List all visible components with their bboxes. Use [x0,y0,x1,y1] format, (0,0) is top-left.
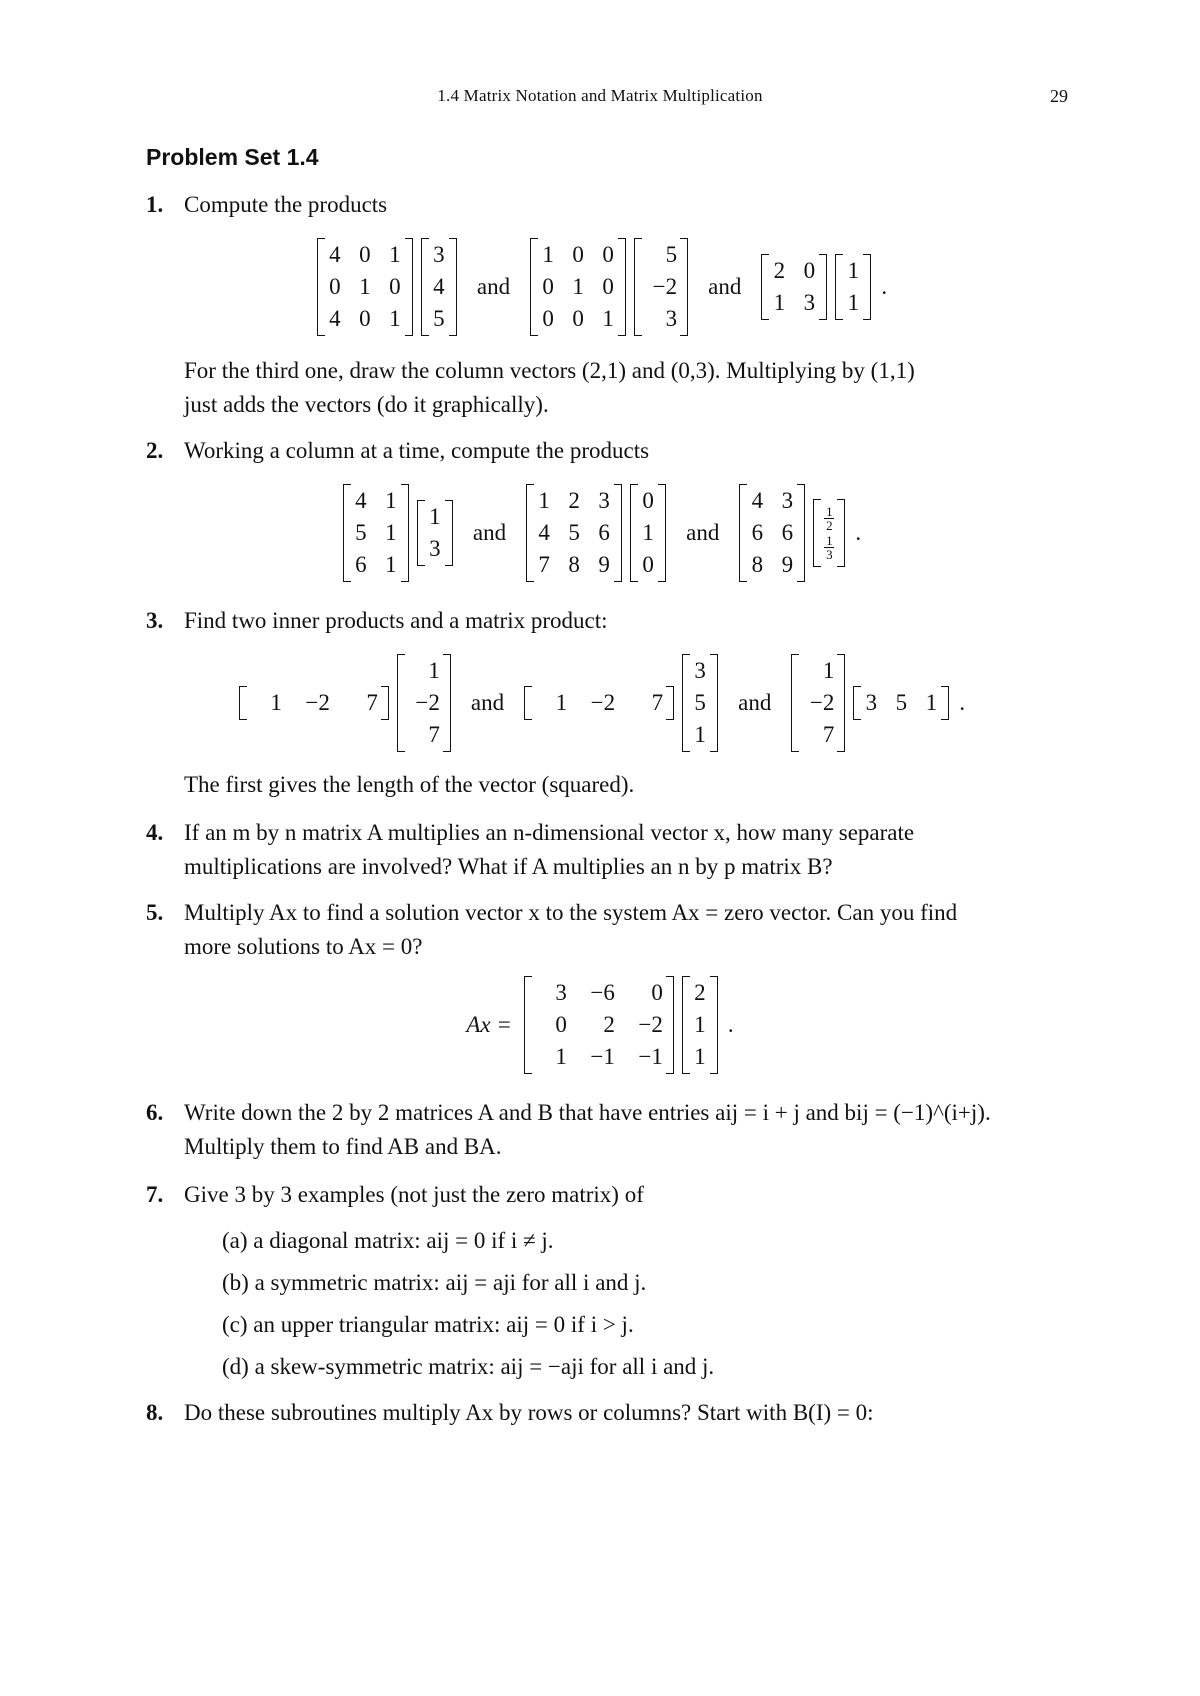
left-bracket [634,238,642,336]
left-bracket [853,686,861,720]
matrix-entry: 0 [555,1012,567,1037]
matrix-entry: 2 [694,980,706,1005]
left-bracket [317,238,325,336]
matrix-entry: 7 [428,722,440,747]
matrix-entry: 6 [598,520,610,545]
matrix-entry: 7 [822,722,835,747]
left-bracket [791,654,799,752]
conjunction: and [472,520,507,545]
matrix-entry: 1 [694,722,706,747]
problem-number: 6. [146,1100,164,1125]
left-bracket [343,484,351,582]
vector [397,654,451,752]
left-bracket [813,499,821,567]
vector [421,238,457,336]
right-bracket [666,686,674,720]
matrix-entry: 1 [847,290,860,315]
vector [682,654,718,752]
matrix-entry: 1 [270,690,282,715]
left-bracket [530,238,538,336]
right-bracket [445,500,453,566]
problem-text: Compute the products [184,192,388,217]
matrix-entry: 0 [329,274,341,299]
problem-text-line-2: Multiply them to find AB and BA. [184,1134,502,1159]
problem-text-line-2: multiplications are involved? What if A multiplies an n by p matrix B? [184,854,833,879]
matrix-entry: 1 [694,1012,706,1037]
matrix-entry: 1 [385,520,397,545]
left-bracket [417,500,425,566]
matrix-entry: 2 [773,258,786,283]
matrix-entry: 6 [751,520,764,545]
matrix-entry: 4 [329,306,341,331]
header-title: 1.4 Matrix Notation and Matrix Multiplication [437,86,763,105]
matrix-entry: 5 [568,520,580,545]
right-bracket [680,238,688,336]
right-bracket [658,484,666,582]
matrix-entry: 0 [542,306,554,331]
matrix-entry: 5 [665,242,678,267]
problem-3-note: The first gives the length of the vector (squared). [184,772,635,797]
problem-number: 3. [146,608,164,633]
fraction-entry [824,505,834,532]
matrix-entry: −2 [652,274,678,299]
matrix-entry: 0 [359,306,371,331]
left-bracket [397,654,405,752]
matrix [739,484,805,582]
matrix-entry: 1 [694,1044,706,1069]
running-header [0,86,1200,110]
matrix-entry: 9 [781,552,794,577]
subitem-b: (b) a symmetric matrix: aij = aji for all i and j. [222,1270,647,1295]
matrix-entry: 7 [538,552,550,577]
matrix-entry: 3 [865,690,878,715]
problem-text: Find two inner products and a matrix product: [184,608,608,633]
subitem-c: (c) an upper triangular matrix: aij = 0 if i > j. [222,1312,634,1337]
matrix-entry: 1 [389,306,401,331]
vector [791,654,845,752]
matrix-entry: 1 [847,258,860,283]
matrix-entry: 2 [603,1012,615,1037]
matrix-entry: 8 [568,552,580,577]
left-bracket [682,976,690,1074]
denominator: 3 [826,547,833,562]
problem-number: 1. [146,192,164,217]
problem-text-line-1: If an m by n matrix A multiplies an n-dimensional vector x, how many separate [184,820,915,845]
matrix-entry: 1 [538,488,550,513]
problem-text: Give 3 by 3 examples (not just the zero matrix) of [184,1182,644,1207]
matrix-entry: 1 [542,242,554,267]
period: . [959,690,966,715]
matrix-entry: 5 [355,520,367,545]
left-bracket [239,686,247,720]
left-bracket [682,654,690,752]
problem-text: Working a column at a time, compute the products [184,438,650,463]
right-bracket [819,254,827,320]
matrix-entry: −2 [638,1012,663,1037]
left-bracket [524,976,532,1074]
right-bracket [405,238,413,336]
problem-1-note-line-1: For the third one, draw the column vectors (2,1) and (0,3). Multiplying by (1,1) [184,358,915,383]
matrix-entry: 0 [572,306,584,331]
matrix [530,238,626,336]
matrix-entry: 3 [694,658,706,683]
matrix-entry: 0 [642,488,654,513]
vector [630,484,666,582]
matrix-entry: 1 [389,242,401,267]
matrix-entry: 5 [895,690,908,715]
matrix-entry: −2 [305,690,330,715]
matrix-entry: −1 [638,1044,663,1069]
problem-number: 8. [146,1400,164,1425]
matrix-entry: 3 [803,290,816,315]
matrix-entry: 0 [602,274,614,299]
matrix-entry: 0 [542,274,554,299]
matrix-entry: 0 [642,552,654,577]
matrix-entry: 3 [665,306,678,331]
matrix-entry: −2 [590,690,616,715]
matrix [343,484,409,582]
matrix-entry: 9 [598,552,610,577]
left-bracket [739,484,747,582]
subitem-d: (d) a skew-symmetric matrix: aij = −aji for all i and j. [222,1354,715,1379]
matrix-entry: 0 [389,274,401,299]
right-bracket [941,686,949,720]
matrix-entry: −2 [415,690,440,715]
left-bracket [630,484,638,582]
right-bracket [618,238,626,336]
matrix-entry: 0 [359,242,371,267]
matrix-entry: 1 [429,504,441,529]
equation-row-5 [0,976,1200,1074]
problem-text-line-1: Write down the 2 by 2 matrices A and B that have entries aij = i + j and bij = (−1)^(i+j). [184,1100,991,1125]
matrix-entry: −1 [590,1044,615,1069]
matrix-entry: 3 [598,488,610,513]
left-bracket [526,484,534,582]
matrix-entry: 1 [642,520,654,545]
vector [682,976,718,1074]
matrix-entry: 1 [359,274,371,299]
vector [634,238,688,336]
matrix-entry: 1 [555,690,568,715]
matrix-entry: 1 [602,306,614,331]
row-vector [239,686,389,720]
matrix-entry: 8 [751,552,764,577]
matrix [761,254,827,320]
matrix-entry: 7 [651,690,664,715]
period: . [727,1012,734,1037]
matrix-entry: −6 [590,980,615,1005]
conjunction: and [686,520,720,545]
matrix-entry: 7 [366,690,378,715]
right-bracket [837,654,845,752]
equation-row-1 [0,238,1200,336]
matrix-entry: 0 [572,242,584,267]
right-bracket [666,976,674,1074]
denominator: 2 [826,518,833,533]
vector [835,254,871,320]
matrix-entry: 6 [355,552,367,577]
numerator: 1 [826,504,833,519]
right-bracket [401,484,409,582]
matrix-entry: 1 [385,488,397,513]
matrix-entry: 1 [385,552,397,577]
matrix-entry: 1 [555,1044,567,1069]
vector [417,500,453,566]
matrix [524,976,674,1074]
matrix-entry: 4 [433,274,445,299]
matrix-entry: 0 [651,980,663,1005]
right-bracket [614,484,622,582]
row-vector [853,686,949,720]
right-bracket [449,238,457,336]
right-bracket [381,686,389,720]
matrix-entry: 1 [773,290,786,315]
matrix-entry: 0 [803,258,816,283]
equation-row-3 [0,654,1200,752]
matrix-entry: 3 [433,242,445,267]
fraction-entry [824,534,834,561]
problem-text-line-2: more solutions to Ax = 0? [184,934,423,959]
right-bracket [443,654,451,752]
problem-1-note-line-2: just adds the vectors (do it graphically). [184,392,549,417]
right-bracket [797,484,805,582]
page-number: 29 [1050,86,1068,106]
conjunction: and [708,274,742,299]
left-bracket [421,238,429,336]
problem-text-line-1: Multiply Ax to find a solution vector x to the system Ax = zero vector. Can you find [184,900,958,925]
matrix-entry: −2 [809,690,835,715]
section-title: Problem Set 1.4 [146,144,319,170]
right-bracket [863,254,871,320]
problem-number: 7. [146,1182,164,1207]
conjunction: and [738,690,772,715]
numerator: 1 [826,533,833,548]
matrix-entry: 4 [751,488,764,513]
matrix-entry: 4 [355,488,367,513]
matrix-entry: 3 [555,980,567,1005]
conjunction: and [470,690,505,715]
left-bracket [524,686,532,720]
right-bracket [710,976,718,1074]
subitem-a: (a) a diagonal matrix: aij = 0 if i ≠ j. [222,1228,554,1253]
matrix-entry: 2 [568,488,580,513]
matrix-entry: 3 [429,536,441,561]
fraction-vector [813,499,845,567]
left-bracket [761,254,769,320]
problem-number: 2. [146,438,164,463]
matrix-entry: 6 [781,520,794,545]
matrix-entry: 5 [694,690,706,715]
right-bracket [837,499,845,567]
matrix-entry: 1 [572,274,584,299]
matrix [317,238,413,336]
problem-text: Do these subroutines multiply Ax by rows or columns? Start with B(I) = 0: [184,1400,874,1425]
matrix-entry: 3 [781,488,794,513]
matrix-entry: 4 [329,242,341,267]
matrix-entry: 1 [822,658,835,683]
matrix-entry: 1 [925,690,938,715]
matrix-entry: 4 [538,520,550,545]
equation-lhs: Ax = [466,1012,512,1037]
left-bracket [835,254,843,320]
period: . [881,274,888,299]
matrix-entry: 0 [602,242,614,267]
row-vector [524,686,674,720]
matrix [526,484,622,582]
problem-number: 4. [146,820,164,845]
matrix-entry: 1 [428,658,440,683]
right-bracket [710,654,718,752]
conjunction: and [476,274,511,299]
problem-number: 5. [146,900,164,925]
matrix-entry: 5 [433,306,445,331]
period: . [855,520,862,545]
equation-row-2 [0,484,1200,582]
